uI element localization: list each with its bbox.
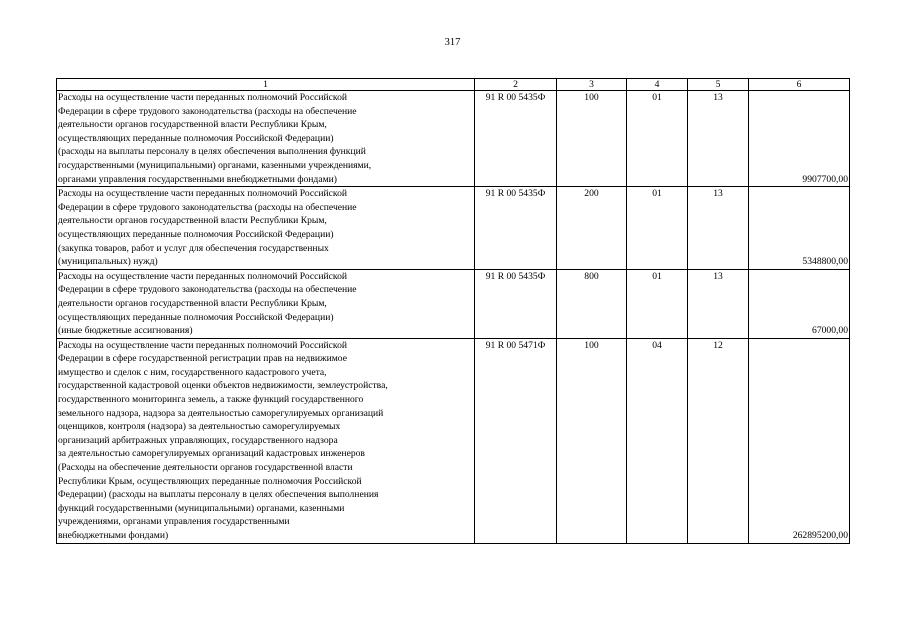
expense-description: Расходы на осуществление части переданных полномочий Российской Федерации в сфере трудового законодательства (расходы на обеспечение деятельности органов государственной власти Республики Крым, осуществляющих переданные полномочия Российской Федерации) (расходы на выплаты персоналу в целях обеспечения выполнения функций государственными (муниципальными) органами, казенными учреждениями, органами управления государственными внебюджетными фондами) [57,91,475,187]
expense-type-code: 100 [557,338,627,543]
header-col-6: 6 [749,79,850,91]
page-number: 317 [444,37,461,48]
amount: 5348800,00 [749,187,850,270]
section-code: 01 [627,187,688,270]
table-header-row [57,79,850,91]
amount: 262895200,00 [749,338,850,543]
table-row [57,91,850,187]
expense-description: Расходы на осуществление части переданных полномочий Российской Федерации в сфере трудового законодательства (расходы на обеспечение деятельности органов государственной власти Республики Крым, осуществляющих переданные полномочия Российской Федерации) (закупка товаров, работ и услуг для обеспечения государственных (муниципальных) нужд) [57,187,475,270]
amount: 9907700,00 [749,91,850,187]
target-article-code: 91 R 00 5435Ф [475,187,557,270]
expense-description: Расходы на осуществление части переданных полномочий Российской Федерации в сфере государственной регистрации прав на недвижимое имущество и сделок с ним, государственного кадастрового учета, государственной кадастровой оценки объектов недвижимости, землеустройства, государственного мониторинга земель, а также функций государственного земельного надзора, надзора за деятельностью саморегулируемых организаций оценщиков, контроля (надзора) за деятельностью саморегулируемых организаций арбитражных управляющих, государственного надзора за деятельностью саморегулируемых организаций кадастровых инженеров (Расходы на обеспечение деятельности органов государственной власти Республики Крым, осуществляющих переданные полномочия Российской Федерации) (расходы на выплаты персоналу в целях обеспечения выполнения функций государственными (муниципальными) органами, казенными учреждениями, органами управления государственными внебюджетными фондами) [57,338,475,543]
header-col-4: 4 [627,79,688,91]
section-code: 04 [627,338,688,543]
header-col-5: 5 [688,79,749,91]
expense-description: Расходы на осуществление части переданных полномочий Российской Федерации в сфере трудового законодательства (расходы на обеспечение деятельности органов государственной власти Республики Крым, осуществляющих переданные полномочия Российской Федерации) (иные бюджетные ассигнования) [57,269,475,338]
target-article-code: 91 R 00 5435Ф [475,91,557,187]
amount: 67000,00 [749,269,850,338]
header-col-3: 3 [557,79,627,91]
header-col-2: 2 [475,79,557,91]
target-article-code: 91 R 00 5435Ф [475,269,557,338]
section-code: 01 [627,91,688,187]
target-article-code: 91 R 00 5471Ф [475,338,557,543]
expense-type-code: 100 [557,91,627,187]
expense-type-code: 200 [557,187,627,270]
table-row [57,269,850,338]
budget-table [56,78,850,544]
section-code: 01 [627,269,688,338]
table-row [57,187,850,270]
subsection-code: 13 [688,91,749,187]
table-row [57,338,850,543]
subsection-code: 13 [688,269,749,338]
subsection-code: 13 [688,187,749,270]
subsection-code: 12 [688,338,749,543]
expense-type-code: 800 [557,269,627,338]
header-col-1: 1 [57,79,475,91]
